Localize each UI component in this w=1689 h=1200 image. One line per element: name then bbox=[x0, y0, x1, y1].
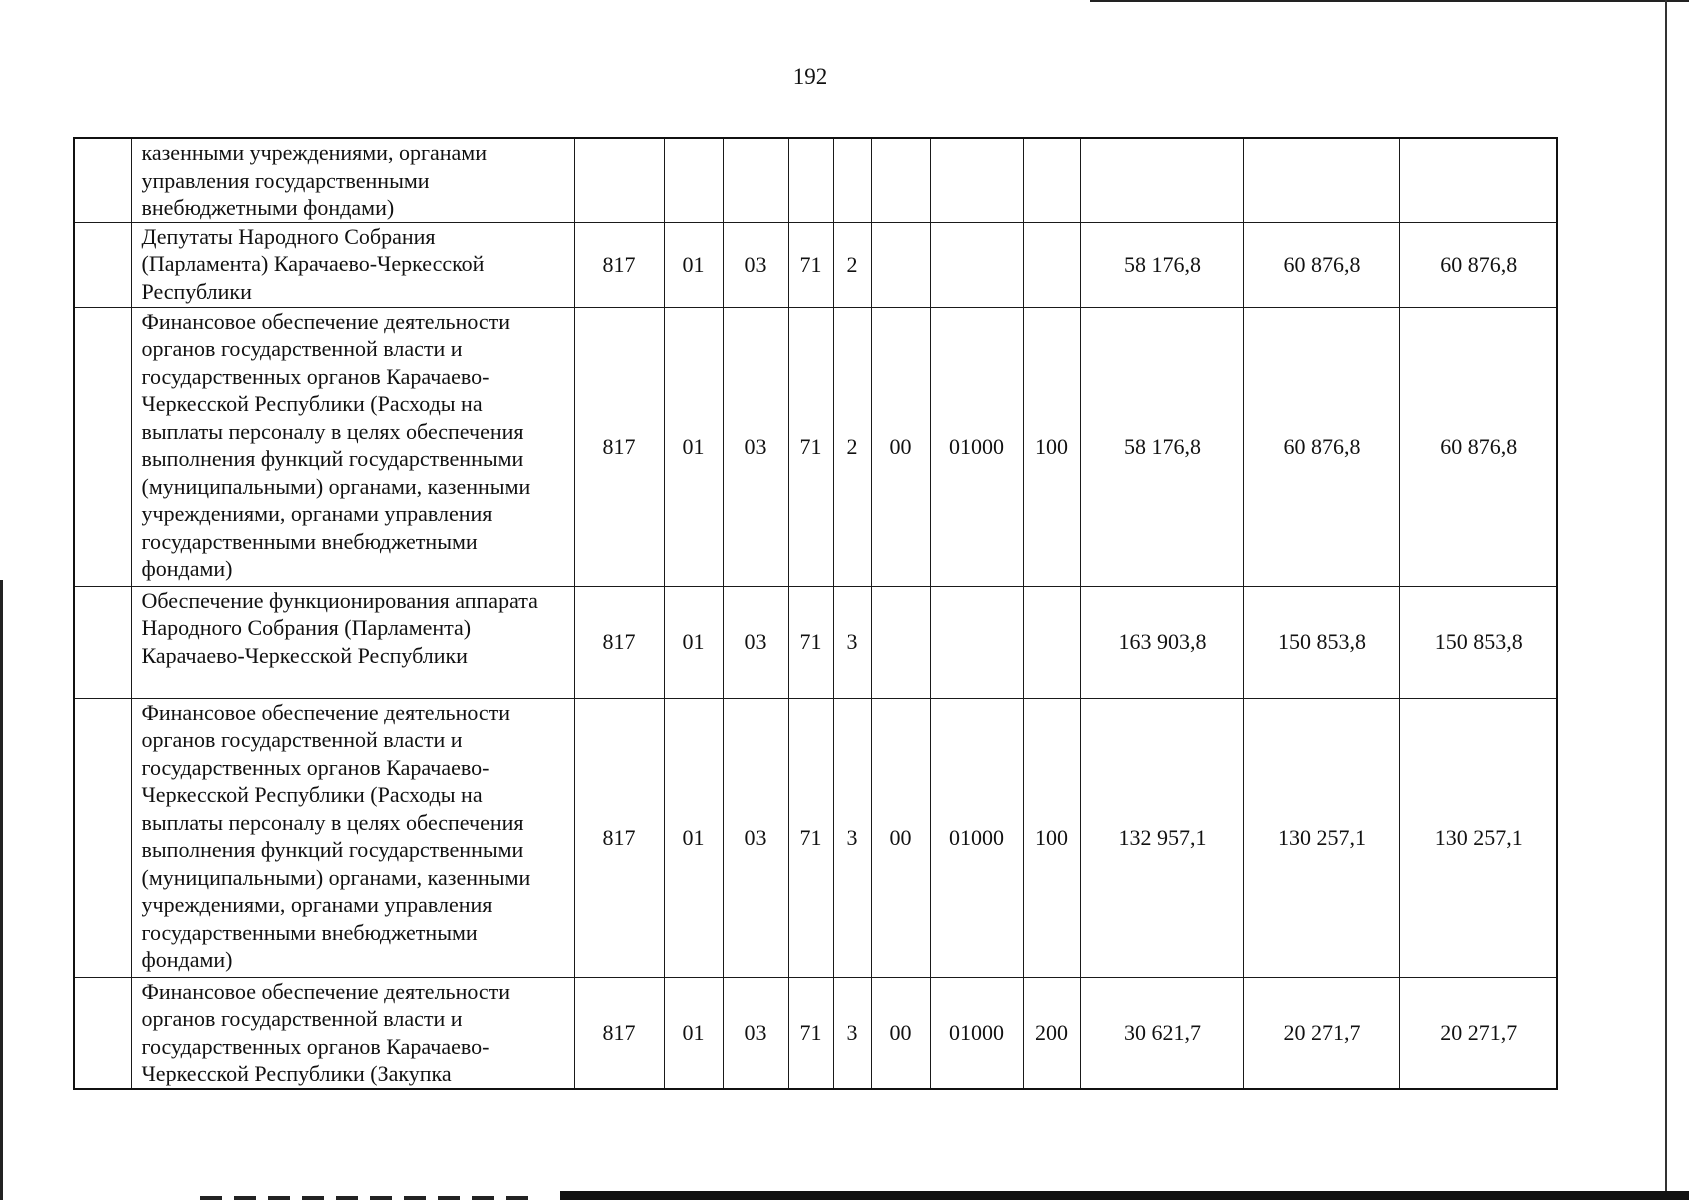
cell-direction-code: 01000 bbox=[930, 307, 1023, 586]
cell-subprogram-code: 3 bbox=[833, 977, 871, 1089]
cell-subprogram-code bbox=[833, 138, 871, 222]
cell-event-code bbox=[871, 222, 930, 307]
cell-amount-year-3: 60 876,8 bbox=[1399, 222, 1557, 307]
cell-amount-year-2: 60 876,8 bbox=[1243, 222, 1399, 307]
cell-section-code: 01 bbox=[664, 698, 723, 977]
cell-amount-year-2: 60 876,8 bbox=[1243, 307, 1399, 586]
row-index-cell bbox=[74, 222, 131, 307]
cell-program-code: 71 bbox=[788, 586, 833, 698]
cell-ministry-code: 817 bbox=[574, 977, 664, 1089]
row-description: Депутаты Народного Собрания (Парламента) Карачаево-Черкесской Республики bbox=[131, 222, 574, 307]
row-description: Финансовое обеспечение деятельности органов государственной власти и государственных органов Карачаево-Черкесской Республики (Расходы на выплаты персоналу в целях обеспечения выполнения функций государственными (муниципальными) органами, казенными учреждениями, органами управления государственными внебюджетными фондами) bbox=[131, 307, 574, 586]
row-index-cell bbox=[74, 698, 131, 977]
cell-subprogram-code: 3 bbox=[833, 698, 871, 977]
row-description: Финансовое обеспечение деятельности органов государственной власти и государственных органов Карачаево-Черкесской Республики (Закупка bbox=[131, 977, 574, 1089]
page-number: 192 bbox=[792, 64, 828, 89]
cell-expense-type: 100 bbox=[1023, 698, 1080, 977]
cell-ministry-code: 817 bbox=[574, 586, 664, 698]
row-description: Финансовое обеспечение деятельности органов государственной власти и государственных органов Карачаево-Черкесской Республики (Расходы на выплаты персоналу в целях обеспечения выполнения функций государственными (муниципальными) органами, казенными учреждениями, органами управления государственными внебюджетными фондами) bbox=[131, 698, 574, 977]
cell-amount-year-3: 20 271,7 bbox=[1399, 977, 1557, 1089]
scan-edge-bottom-dash bbox=[200, 1196, 540, 1200]
cell-direction-code: 01000 bbox=[930, 698, 1023, 977]
scan-edge-top bbox=[1090, 0, 1689, 2]
row-description: казенными учреждениями, органами управления государственными внебюджетными фондами) bbox=[131, 138, 574, 222]
cell-direction-code bbox=[930, 222, 1023, 307]
cell-subsection-code bbox=[723, 138, 788, 222]
cell-expense-type bbox=[1023, 138, 1080, 222]
cell-program-code: 71 bbox=[788, 307, 833, 586]
row-index-cell bbox=[74, 586, 131, 698]
row-index-cell bbox=[74, 307, 131, 586]
cell-subsection-code: 03 bbox=[723, 698, 788, 977]
cell-amount-year-3: 60 876,8 bbox=[1399, 307, 1557, 586]
cell-section-code: 01 bbox=[664, 307, 723, 586]
cell-amount-year-2: 150 853,8 bbox=[1243, 586, 1399, 698]
cell-expense-type: 100 bbox=[1023, 307, 1080, 586]
table-row bbox=[74, 307, 1557, 586]
scan-edge-right bbox=[1665, 0, 1667, 1200]
table-row bbox=[74, 977, 1557, 1089]
cell-amount-year-1: 58 176,8 bbox=[1080, 222, 1243, 307]
cell-ministry-code: 817 bbox=[574, 698, 664, 977]
cell-subprogram-code: 2 bbox=[833, 222, 871, 307]
scan-edge-left bbox=[0, 580, 3, 1200]
cell-event-code: 00 bbox=[871, 977, 930, 1089]
budget-table bbox=[73, 137, 1558, 1090]
table-row bbox=[74, 222, 1557, 307]
cell-amount-year-1: 30 621,7 bbox=[1080, 977, 1243, 1089]
cell-amount-year-2: 130 257,1 bbox=[1243, 698, 1399, 977]
table-row bbox=[74, 586, 1557, 698]
cell-subsection-code: 03 bbox=[723, 977, 788, 1089]
cell-amount-year-1 bbox=[1080, 138, 1243, 222]
cell-ministry-code: 817 bbox=[574, 222, 664, 307]
cell-ministry-code bbox=[574, 138, 664, 222]
scan-edge-bottom bbox=[560, 1191, 1689, 1200]
cell-section-code: 01 bbox=[664, 977, 723, 1089]
cell-direction-code bbox=[930, 138, 1023, 222]
cell-event-code: 00 bbox=[871, 307, 930, 586]
cell-program-code: 71 bbox=[788, 222, 833, 307]
cell-amount-year-2 bbox=[1243, 138, 1399, 222]
cell-direction-code bbox=[930, 586, 1023, 698]
cell-subprogram-code: 2 bbox=[833, 307, 871, 586]
cell-amount-year-3: 130 257,1 bbox=[1399, 698, 1557, 977]
cell-event-code: 00 bbox=[871, 698, 930, 977]
cell-program-code: 71 bbox=[788, 977, 833, 1089]
cell-section-code bbox=[664, 138, 723, 222]
row-index-cell bbox=[74, 977, 131, 1089]
cell-subsection-code: 03 bbox=[723, 586, 788, 698]
cell-program-code bbox=[788, 138, 833, 222]
cell-subprogram-code: 3 bbox=[833, 586, 871, 698]
cell-amount-year-1: 58 176,8 bbox=[1080, 307, 1243, 586]
row-index-cell bbox=[74, 138, 131, 222]
cell-subsection-code: 03 bbox=[723, 307, 788, 586]
cell-section-code: 01 bbox=[664, 222, 723, 307]
row-description: Обеспечение функционирования аппарата Народного Собрания (Парламента) Карачаево-Черкесской Республики bbox=[131, 586, 574, 698]
cell-subsection-code: 03 bbox=[723, 222, 788, 307]
cell-event-code bbox=[871, 586, 930, 698]
cell-amount-year-3 bbox=[1399, 138, 1557, 222]
cell-ministry-code: 817 bbox=[574, 307, 664, 586]
cell-section-code: 01 bbox=[664, 586, 723, 698]
cell-amount-year-3: 150 853,8 bbox=[1399, 586, 1557, 698]
cell-amount-year-1: 132 957,1 bbox=[1080, 698, 1243, 977]
table-row bbox=[74, 138, 1557, 222]
cell-event-code bbox=[871, 138, 930, 222]
cell-amount-year-1: 163 903,8 bbox=[1080, 586, 1243, 698]
cell-amount-year-2: 20 271,7 bbox=[1243, 977, 1399, 1089]
cell-expense-type: 200 bbox=[1023, 977, 1080, 1089]
cell-expense-type bbox=[1023, 586, 1080, 698]
cell-direction-code: 01000 bbox=[930, 977, 1023, 1089]
table-row bbox=[74, 698, 1557, 977]
cell-program-code: 71 bbox=[788, 698, 833, 977]
cell-expense-type bbox=[1023, 222, 1080, 307]
